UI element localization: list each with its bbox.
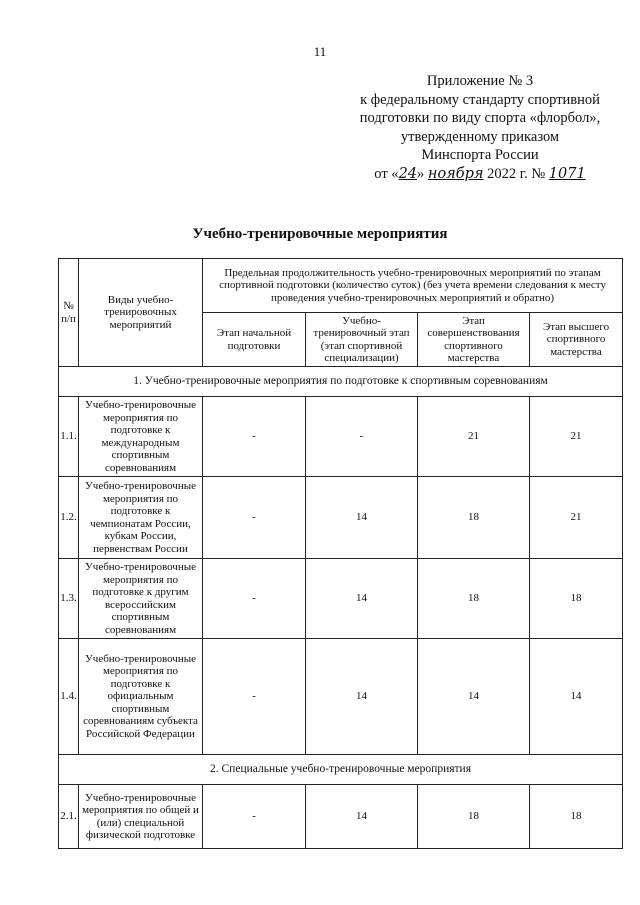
row-number: 1.4. xyxy=(59,639,79,755)
event-name: Учебно-тренировочные мероприятия по подготовке к официальным спортивным соревнованиям субъекта Российской Федерации xyxy=(79,639,203,755)
section-title: 2. Специальные учебно-тренировочные мероприятия xyxy=(59,755,623,785)
handwritten-day: 24 xyxy=(398,165,418,182)
date-close: » xyxy=(417,165,425,182)
duration-cell: 14 xyxy=(306,559,418,639)
row-number: 1.1. xyxy=(59,397,79,477)
table-row xyxy=(59,639,623,755)
duration-cell: - xyxy=(306,397,418,477)
handwritten-month: ноября xyxy=(427,165,484,182)
training-events-table xyxy=(58,258,623,849)
row-number: 2.1. xyxy=(59,785,79,849)
appendix-line: утвержденному приказом xyxy=(400,128,560,145)
appendix-line: Приложение № 3 xyxy=(426,73,534,89)
header-stage: Этап начальной подготовки xyxy=(203,313,306,367)
duration-cell: - xyxy=(203,397,306,477)
order-year: 2022 г. № xyxy=(487,165,546,182)
table-row xyxy=(59,397,623,477)
duration-cell: 18 xyxy=(418,477,530,559)
duration-cell: 14 xyxy=(306,639,418,755)
appendix-header xyxy=(330,72,630,183)
duration-cell: 14 xyxy=(530,639,623,755)
event-name: Учебно-тренировочные мероприятия по подготовке к другим всероссийским спортивным соревнованиям xyxy=(79,559,203,639)
document-title: Учебно-тренировочные мероприятия xyxy=(192,226,448,242)
table-row xyxy=(59,559,623,639)
appendix-line: к федеральному стандарту спортивной xyxy=(360,91,600,108)
date-prefix: от « xyxy=(374,165,399,182)
header-kinds: Виды учебно-тренировочных мероприятий xyxy=(79,259,203,367)
appendix-line: Минспорта России xyxy=(421,147,539,163)
duration-cell: 14 xyxy=(306,785,418,849)
table-row xyxy=(59,785,623,849)
row-number: 1.2. xyxy=(59,477,79,559)
header-num: № п/п xyxy=(59,259,79,367)
event-name: Учебно-тренировочные мероприятия по общей и (или) специальной физической подготовке xyxy=(79,785,203,849)
duration-cell: 14 xyxy=(418,639,530,755)
duration-cell: 14 xyxy=(306,477,418,559)
row-number: 1.3. xyxy=(59,559,79,639)
duration-cell: 21 xyxy=(418,397,530,477)
section-title: 1. Учебно-тренировочные мероприятия по подготовке к спортивным соревнованиям xyxy=(59,367,623,397)
duration-cell: - xyxy=(203,639,306,755)
header-stage: Учебно-тренировочный этап (этап спортивной специализации) xyxy=(306,313,418,367)
event-name: Учебно-тренировочные мероприятия по подготовке к международным спортивным соревнованиям xyxy=(79,397,203,477)
header-limit: Предельная продолжительность учебно-тренировочных мероприятий по этапам спортивной подготовки (количество суток) (без учета времени следования к месту проведения учебно-тренировочных мероприятий и обратно) xyxy=(203,259,623,313)
event-name: Учебно-тренировочные мероприятия по подготовке к чемпионатам России, кубкам России, первенствам России xyxy=(79,477,203,559)
header-stage: Этап совершенствования спортивного мастерства xyxy=(418,313,530,367)
duration-cell: 18 xyxy=(530,785,623,849)
header-stage: Этап высшего спортивного мастерства xyxy=(530,313,623,367)
table-row xyxy=(59,477,623,559)
handwritten-order-number: 1071 xyxy=(548,165,586,182)
duration-cell: 18 xyxy=(530,559,623,639)
duration-cell: 21 xyxy=(530,477,623,559)
duration-cell: 18 xyxy=(418,785,530,849)
duration-cell: 21 xyxy=(530,397,623,477)
duration-cell: - xyxy=(203,477,306,559)
page-number: 11 xyxy=(313,44,327,59)
order-date-line xyxy=(330,165,630,184)
duration-cell: 18 xyxy=(418,559,530,639)
duration-cell: - xyxy=(203,559,306,639)
duration-cell: - xyxy=(203,785,306,849)
appendix-line: подготовки по виду спорта «флорбол», xyxy=(359,110,601,126)
